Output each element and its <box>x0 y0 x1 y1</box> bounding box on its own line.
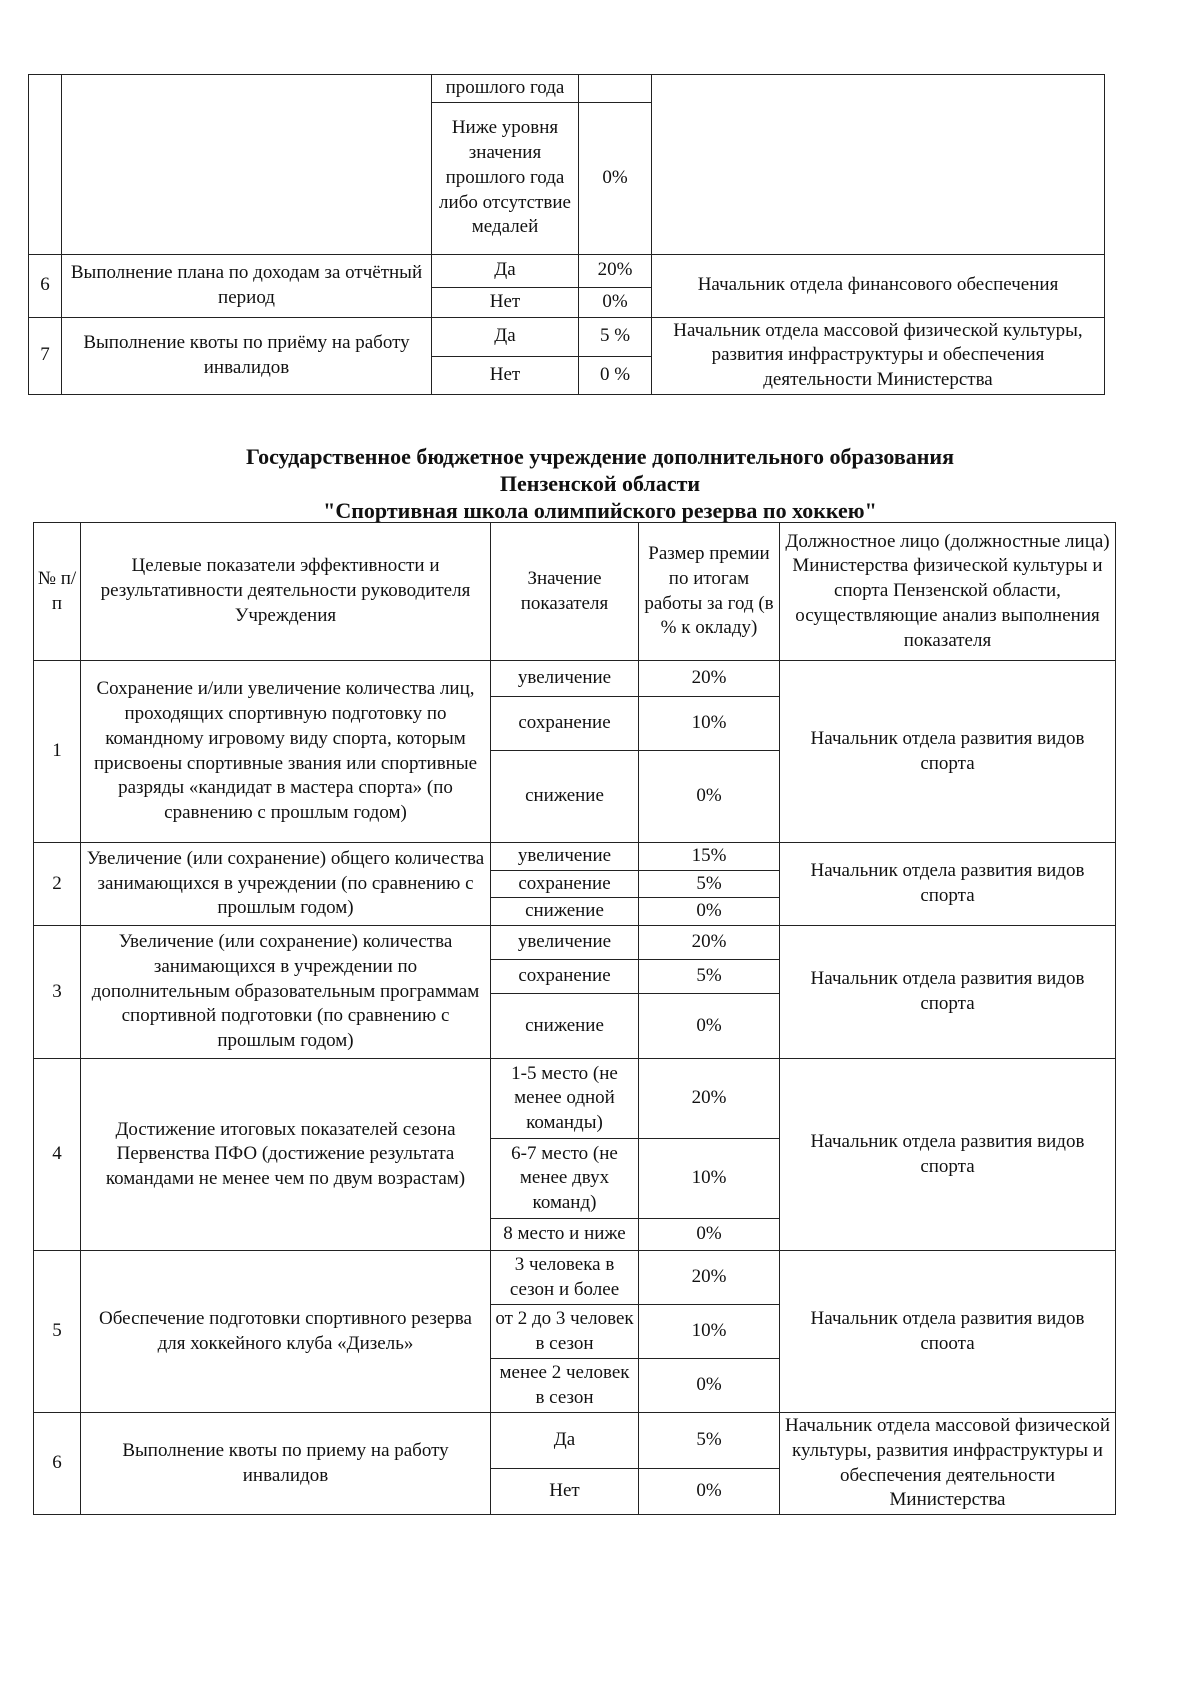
value-cell: сохранение <box>491 870 639 898</box>
num-cell: 3 <box>34 926 81 1059</box>
responsible-cell <box>652 75 1105 255</box>
indicator-cell: Обеспечение подготовки спортивного резерва для хоккейного клуба «Дизель» <box>81 1251 491 1413</box>
table-row <box>34 843 1116 871</box>
num-cell: 1 <box>34 661 81 843</box>
indicator-cell: Выполнение квоты по приёму на работу инвалидов <box>62 317 432 394</box>
responsible-cell: Начальник отдела развития видов спорта <box>780 661 1116 843</box>
indicator-cell: Выполнение квоты по приему на работу инвалидов <box>81 1413 491 1515</box>
indicator-cell: Выполнение плана по доходам за отчётный период <box>62 254 432 317</box>
header-indicator: Целевые показатели эффективности и результативности деятельности руководителя Учреждения <box>81 523 491 661</box>
value-cell: Да <box>491 1413 639 1469</box>
premium-cell: 0% <box>579 287 652 317</box>
value-cell: увеличение <box>491 926 639 960</box>
header-value: Значение показателя <box>491 523 639 661</box>
indicator-cell: Сохранение и/или увеличение количества лиц, проходящих спортивную подготовку по командному игровому виду спорта, которым присвоены спортивные звания или спортивные разряды «кандидат в мастера спорта» (по сравнению с прошлым годом) <box>81 661 491 843</box>
num-cell: 6 <box>34 1413 81 1515</box>
table-row <box>34 1059 1116 1139</box>
num-cell: 4 <box>34 1059 81 1251</box>
premium-cell: 0% <box>639 751 780 843</box>
responsible-cell: Начальник отдела развития видов спорта <box>780 843 1116 926</box>
value-cell: 3 человека в сезон и более <box>491 1251 639 1305</box>
premium-cell: 5% <box>639 1413 780 1469</box>
responsible-cell: Начальник отдела развития видов споота <box>780 1251 1116 1413</box>
header-premium: Размер премии по итогам работы за год (в % к окладу) <box>639 523 780 661</box>
premium-cell: 5 % <box>579 317 652 356</box>
premium-cell: 5% <box>639 870 780 898</box>
value-cell: сохранение <box>491 697 639 751</box>
table-row <box>29 254 1105 287</box>
responsible-cell: Начальник отдела развития видов спорта <box>780 926 1116 1059</box>
num-cell <box>29 75 62 255</box>
value-cell: прошлого года <box>432 75 579 103</box>
responsible-cell: Начальник отдела финансового обеспечения <box>652 254 1105 317</box>
value-cell: менее 2 человек в сезон <box>491 1359 639 1413</box>
value-cell: снижение <box>491 898 639 926</box>
indicator-cell: Достижение итоговых показателей сезона Первенства ПФО (достижение результата командами не менее чем по двум возрастам) <box>81 1059 491 1251</box>
premium-cell: 10% <box>639 1305 780 1359</box>
table-row <box>34 661 1116 697</box>
premium-cell <box>579 75 652 103</box>
value-cell: Ниже уровня значения прошлого года либо отсутствие медалей <box>432 102 579 254</box>
value-cell: Да <box>432 317 579 356</box>
value-cell: Нет <box>432 287 579 317</box>
heading-line-1: Государственное бюджетное учреждение дополнительного образования <box>246 444 954 469</box>
value-cell: увеличение <box>491 661 639 697</box>
value-cell: 6-7 место (не менее двух команд) <box>491 1139 639 1219</box>
premium-cell: 15% <box>639 843 780 871</box>
num-cell: 6 <box>29 254 62 317</box>
premium-cell: 20% <box>639 1059 780 1139</box>
premium-cell: 20% <box>639 661 780 697</box>
continuation-table <box>28 74 1105 395</box>
table-row <box>34 1251 1116 1305</box>
header-num: № п/п <box>34 523 81 661</box>
indicator-cell: Увеличение (или сохранение) общего количества занимающихся в учреждении (по сравнению с прошлым годом) <box>81 843 491 926</box>
indicators-table <box>33 522 1116 1515</box>
premium-cell: 0% <box>639 1359 780 1413</box>
responsible-cell: Начальник отдела развития видов спорта <box>780 1059 1116 1251</box>
value-cell: Да <box>432 254 579 287</box>
indicator-cell <box>62 75 432 255</box>
premium-cell: 10% <box>639 1139 780 1219</box>
premium-cell: 5% <box>639 960 780 994</box>
premium-cell: 0% <box>639 1219 780 1251</box>
value-cell: Нет <box>491 1469 639 1515</box>
num-cell: 5 <box>34 1251 81 1413</box>
premium-cell: 20% <box>639 926 780 960</box>
value-cell: снижение <box>491 994 639 1059</box>
table-row <box>34 926 1116 960</box>
premium-cell: 20% <box>639 1251 780 1305</box>
header-responsible: Должностное лицо (должностные лица) Министерства физической культуры и спорта Пензенской области, осуществляющие анализ выполнения показателя <box>780 523 1116 661</box>
value-cell: 1-5 место (не менее одной команды) <box>491 1059 639 1139</box>
value-cell: от 2 до 3 человек в сезон <box>491 1305 639 1359</box>
num-cell: 7 <box>29 317 62 394</box>
indicator-cell: Увеличение (или сохранение) количества занимающихся в учреждении по дополнительным образовательным программам спортивной подготовки (по сравнению с прошлым годом) <box>81 926 491 1059</box>
value-cell: увеличение <box>491 843 639 871</box>
premium-cell: 0% <box>639 898 780 926</box>
table-row <box>29 317 1105 356</box>
heading-line-3: "Спортивная школа олимпийского резерва по хоккею" <box>323 497 877 523</box>
value-cell: снижение <box>491 751 639 843</box>
premium-cell: 0% <box>579 102 652 254</box>
num-cell: 2 <box>34 843 81 926</box>
heading-line-2: Пензенской области <box>499 470 701 496</box>
premium-cell: 20% <box>579 254 652 287</box>
premium-cell: 0% <box>639 1469 780 1515</box>
premium-cell: 0 % <box>579 356 652 394</box>
responsible-cell: Начальник отдела массовой физической культуры, развития инфраструктуры и обеспечения деятельности Министерства <box>780 1413 1116 1515</box>
premium-cell: 10% <box>639 697 780 751</box>
table-row <box>29 75 1105 103</box>
value-cell: сохранение <box>491 960 639 994</box>
institution-heading <box>0 444 1200 524</box>
table-row <box>34 1413 1116 1469</box>
value-cell: 8 место и ниже <box>491 1219 639 1251</box>
premium-cell: 0% <box>639 994 780 1059</box>
header-row <box>34 523 1116 661</box>
value-cell: Нет <box>432 356 579 394</box>
responsible-cell: Начальник отдела массовой физической культуры, развития инфраструктуры и обеспечения деятельности Министерства <box>652 317 1105 394</box>
